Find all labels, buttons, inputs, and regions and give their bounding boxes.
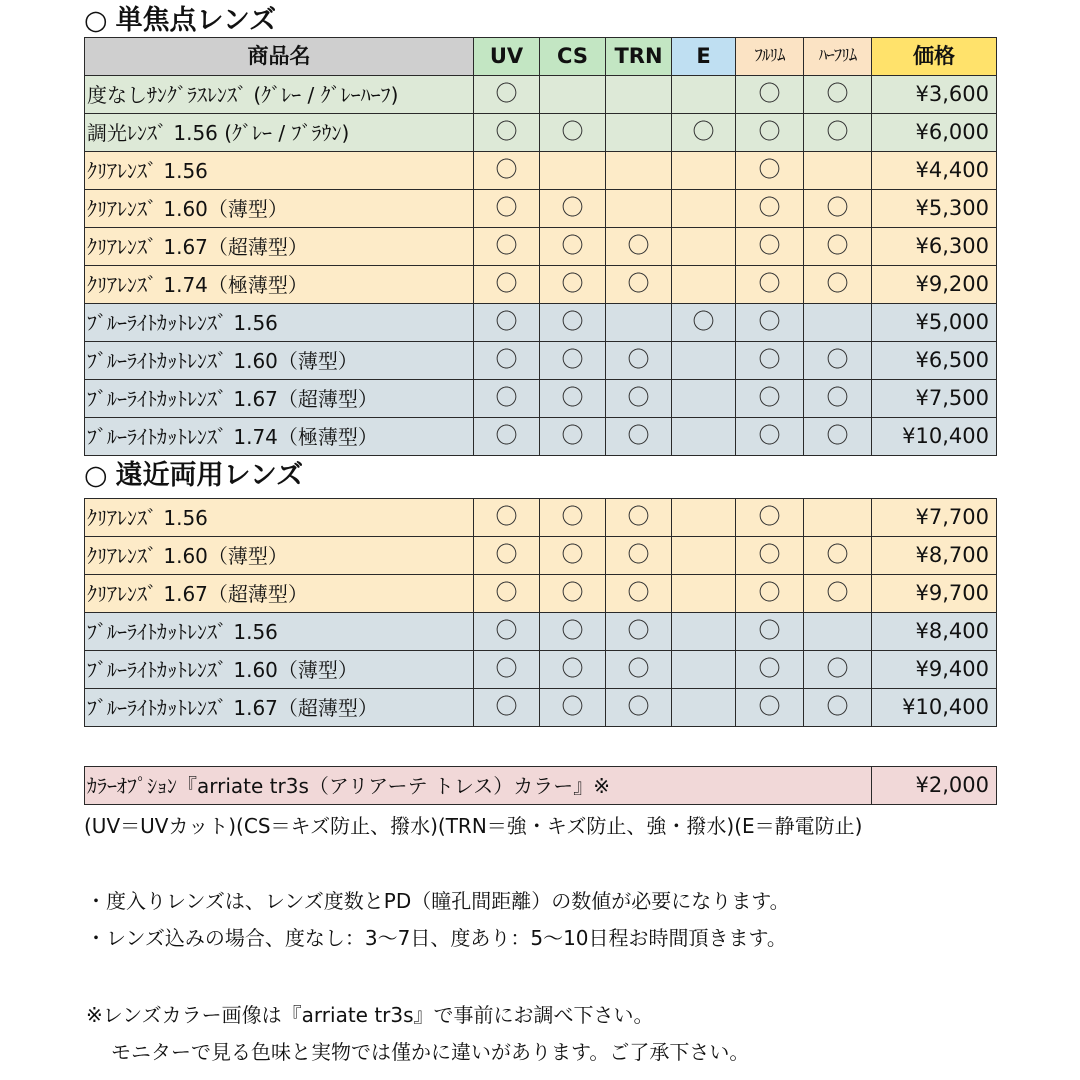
trn-cell: [606, 76, 672, 114]
product-name-cell: ｸﾘｱﾚﾝｽﾞ 1.60（薄型）: [85, 190, 474, 228]
cs-cell: [540, 76, 606, 114]
e-cell: 〇: [672, 114, 736, 152]
table-row: [85, 190, 997, 228]
uv-cell: 〇: [474, 342, 540, 380]
table-row: [85, 613, 997, 651]
e-cell: [672, 499, 736, 537]
uv-cell: 〇: [474, 190, 540, 228]
trn-cell: 〇: [606, 418, 672, 456]
single-vision-rows: [85, 76, 997, 456]
circle-bullet-icon: ○: [84, 5, 108, 36]
trn-cell: 〇: [606, 689, 672, 727]
progressive-rows: [85, 499, 997, 727]
cs-cell: 〇: [540, 418, 606, 456]
price-cell: ¥8,400: [872, 613, 997, 651]
e-cell: [672, 76, 736, 114]
e-cell: 〇: [672, 304, 736, 342]
full-rim-cell: 〇: [736, 114, 804, 152]
full-rim-cell: 〇: [736, 380, 804, 418]
price-cell: ¥6,000: [872, 114, 997, 152]
price-cell: ¥10,400: [872, 418, 997, 456]
trn-cell: [606, 304, 672, 342]
full-rim-cell: 〇: [736, 190, 804, 228]
full-rim-cell: 〇: [736, 228, 804, 266]
cs-cell: 〇: [540, 190, 606, 228]
table-row: [85, 575, 997, 613]
color-option-price: ¥2,000: [872, 767, 997, 805]
half-rim-cell: 〇: [804, 651, 872, 689]
price-cell: ¥5,000: [872, 304, 997, 342]
cs-cell: 〇: [540, 651, 606, 689]
e-cell: [672, 152, 736, 190]
cs-cell: 〇: [540, 575, 606, 613]
price-cell: ¥9,400: [872, 651, 997, 689]
product-name-cell: ﾌﾞﾙｰﾗｲﾄｶｯﾄﾚﾝｽﾞ 1.67（超薄型）: [85, 689, 474, 727]
e-cell: [672, 651, 736, 689]
color-option-row: [85, 767, 997, 805]
trn-cell: 〇: [606, 342, 672, 380]
header-uv: UV: [474, 38, 540, 76]
price-cell: ¥8,700: [872, 537, 997, 575]
header-price: 価格: [872, 38, 997, 76]
half-rim-cell: 〇: [804, 342, 872, 380]
header-cs: CS: [540, 38, 606, 76]
table-row: [85, 152, 997, 190]
price-cell: ¥3,600: [872, 76, 997, 114]
product-name-cell: ﾌﾞﾙｰﾗｲﾄｶｯﾄﾚﾝｽﾞ 1.74（極薄型）: [85, 418, 474, 456]
table-row: [85, 304, 997, 342]
circle-bullet-icon: ○: [84, 460, 108, 491]
product-name-cell: ﾌﾞﾙｰﾗｲﾄｶｯﾄﾚﾝｽﾞ 1.67（超薄型）: [85, 380, 474, 418]
color-option-name: ｶﾗｰｵﾌﾟｼｮﾝ『arriate tr3s（アリアーテ トレス）カラー』※: [85, 767, 872, 805]
uv-cell: 〇: [474, 228, 540, 266]
half-rim-cell: 〇: [804, 418, 872, 456]
table-row: [85, 380, 997, 418]
e-cell: [672, 575, 736, 613]
table-row: [85, 499, 997, 537]
price-cell: ¥7,500: [872, 380, 997, 418]
product-name-cell: 調光ﾚﾝｽﾞ 1.56 (ｸﾞﾚｰ / ﾌﾞﾗｳﾝ): [85, 114, 474, 152]
header-e: E: [672, 38, 736, 76]
price-cell: ¥7,700: [872, 499, 997, 537]
full-rim-cell: 〇: [736, 76, 804, 114]
table-row: [85, 342, 997, 380]
full-rim-cell: 〇: [736, 266, 804, 304]
header-trn: TRN: [606, 38, 672, 76]
table-row: [85, 689, 997, 727]
e-cell: [672, 266, 736, 304]
product-name-cell: ｸﾘｱﾚﾝｽﾞ 1.67（超薄型）: [85, 228, 474, 266]
e-cell: [672, 537, 736, 575]
e-cell: [672, 342, 736, 380]
half-rim-cell: [804, 304, 872, 342]
table-header-row: [85, 38, 997, 76]
product-name-cell: 度なしｻﾝｸﾞﾗｽﾚﾝｽﾞ (ｸﾞﾚｰ / ｸﾞﾚｰﾊｰﾌ): [85, 76, 474, 114]
uv-cell: 〇: [474, 418, 540, 456]
trn-cell: 〇: [606, 266, 672, 304]
product-name-cell: ﾌﾞﾙｰﾗｲﾄｶｯﾄﾚﾝｽﾞ 1.56: [85, 304, 474, 342]
section-title-single-vision: [84, 3, 276, 39]
half-rim-cell: 〇: [804, 266, 872, 304]
cs-cell: 〇: [540, 114, 606, 152]
half-rim-cell: 〇: [804, 228, 872, 266]
table-row: [85, 114, 997, 152]
abbreviation-legend: (UV＝UVカット)(CS＝キズ防止、撥水)(TRN＝強・キズ防止、強・撥水)(E＝静電防止): [84, 814, 863, 838]
half-rim-cell: [804, 613, 872, 651]
trn-cell: 〇: [606, 651, 672, 689]
table-row: [85, 228, 997, 266]
table-row: [85, 651, 997, 689]
uv-cell: 〇: [474, 380, 540, 418]
product-name-cell: ｸﾘｱﾚﾝｽﾞ 1.60（薄型）: [85, 537, 474, 575]
cs-cell: 〇: [540, 342, 606, 380]
product-name-cell: ﾌﾞﾙｰﾗｲﾄｶｯﾄﾚﾝｽﾞ 1.60（薄型）: [85, 342, 474, 380]
note-lead-time: ・レンズ込みの場合、度なし：3〜7日、度あり：5〜10日程お時間頂きます。: [86, 926, 787, 950]
trn-cell: 〇: [606, 537, 672, 575]
header-half-rim: ﾊｰﾌﾘﾑ: [804, 38, 872, 76]
trn-cell: 〇: [606, 380, 672, 418]
table-row: [85, 537, 997, 575]
full-rim-cell: 〇: [736, 537, 804, 575]
table-row: [85, 266, 997, 304]
uv-cell: 〇: [474, 651, 540, 689]
half-rim-cell: 〇: [804, 380, 872, 418]
header-full-rim: ﾌﾙﾘﾑ: [736, 38, 804, 76]
e-cell: [672, 190, 736, 228]
table-row: [85, 76, 997, 114]
section-title-text: 単焦点レンズ: [115, 5, 277, 36]
trn-cell: 〇: [606, 499, 672, 537]
trn-cell: 〇: [606, 228, 672, 266]
product-name-cell: ﾌﾞﾙｰﾗｲﾄｶｯﾄﾚﾝｽﾞ 1.56: [85, 613, 474, 651]
product-name-cell: ﾌﾞﾙｰﾗｲﾄｶｯﾄﾚﾝｽﾞ 1.60（薄型）: [85, 651, 474, 689]
full-rim-cell: 〇: [736, 304, 804, 342]
note-lens-color: ※レンズカラー画像は『arriate tr3s』で事前にお調べ下さい。: [86, 1003, 654, 1027]
uv-cell: 〇: [474, 266, 540, 304]
uv-cell: 〇: [474, 76, 540, 114]
section-title-progressive: [84, 458, 303, 494]
half-rim-cell: 〇: [804, 575, 872, 613]
uv-cell: 〇: [474, 114, 540, 152]
table-row: [85, 418, 997, 456]
uv-cell: 〇: [474, 575, 540, 613]
price-cell: ¥6,500: [872, 342, 997, 380]
single-vision-table: [84, 37, 997, 456]
header-product-name: 商品名: [85, 38, 474, 76]
cs-cell: 〇: [540, 613, 606, 651]
trn-cell: [606, 152, 672, 190]
full-rim-cell: 〇: [736, 613, 804, 651]
uv-cell: 〇: [474, 152, 540, 190]
cs-cell: 〇: [540, 228, 606, 266]
e-cell: [672, 613, 736, 651]
price-cell: ¥6,300: [872, 228, 997, 266]
cs-cell: 〇: [540, 380, 606, 418]
e-cell: [672, 380, 736, 418]
cs-cell: 〇: [540, 537, 606, 575]
price-cell: ¥9,700: [872, 575, 997, 613]
full-rim-cell: 〇: [736, 689, 804, 727]
cs-cell: 〇: [540, 689, 606, 727]
full-rim-cell: 〇: [736, 651, 804, 689]
half-rim-cell: [804, 499, 872, 537]
trn-cell: 〇: [606, 575, 672, 613]
cs-cell: 〇: [540, 266, 606, 304]
full-rim-cell: 〇: [736, 499, 804, 537]
product-name-cell: ｸﾘｱﾚﾝｽﾞ 1.74（極薄型）: [85, 266, 474, 304]
uv-cell: 〇: [474, 499, 540, 537]
uv-cell: 〇: [474, 304, 540, 342]
trn-cell: [606, 190, 672, 228]
cs-cell: 〇: [540, 499, 606, 537]
full-rim-cell: 〇: [736, 575, 804, 613]
product-name-cell: ｸﾘｱﾚﾝｽﾞ 1.56: [85, 152, 474, 190]
trn-cell: [606, 114, 672, 152]
half-rim-cell: 〇: [804, 689, 872, 727]
note-monitor-color: モニターで見る色味と実物では僅かに違いがあります。ご了承下さい。: [111, 1040, 750, 1064]
half-rim-cell: 〇: [804, 114, 872, 152]
half-rim-cell: [804, 152, 872, 190]
progressive-table: [84, 498, 997, 727]
color-option-table: [84, 766, 997, 805]
product-name-cell: ｸﾘｱﾚﾝｽﾞ 1.67（超薄型）: [85, 575, 474, 613]
full-rim-cell: 〇: [736, 342, 804, 380]
trn-cell: 〇: [606, 613, 672, 651]
price-cell: ¥9,200: [872, 266, 997, 304]
cs-cell: 〇: [540, 304, 606, 342]
half-rim-cell: 〇: [804, 537, 872, 575]
uv-cell: 〇: [474, 537, 540, 575]
product-name-cell: ｸﾘｱﾚﾝｽﾞ 1.56: [85, 499, 474, 537]
uv-cell: 〇: [474, 613, 540, 651]
note-prescription: ・度入りレンズは、レンズ度数とPD（瞳孔間距離）の数値が必要になります。: [86, 889, 790, 913]
full-rim-cell: 〇: [736, 418, 804, 456]
cs-cell: [540, 152, 606, 190]
price-cell: ¥4,400: [872, 152, 997, 190]
price-cell: ¥5,300: [872, 190, 997, 228]
section-title-text: 遠近両用レンズ: [115, 460, 304, 491]
e-cell: [672, 689, 736, 727]
uv-cell: 〇: [474, 689, 540, 727]
half-rim-cell: 〇: [804, 190, 872, 228]
price-cell: ¥10,400: [872, 689, 997, 727]
e-cell: [672, 228, 736, 266]
full-rim-cell: 〇: [736, 152, 804, 190]
half-rim-cell: 〇: [804, 76, 872, 114]
e-cell: [672, 418, 736, 456]
